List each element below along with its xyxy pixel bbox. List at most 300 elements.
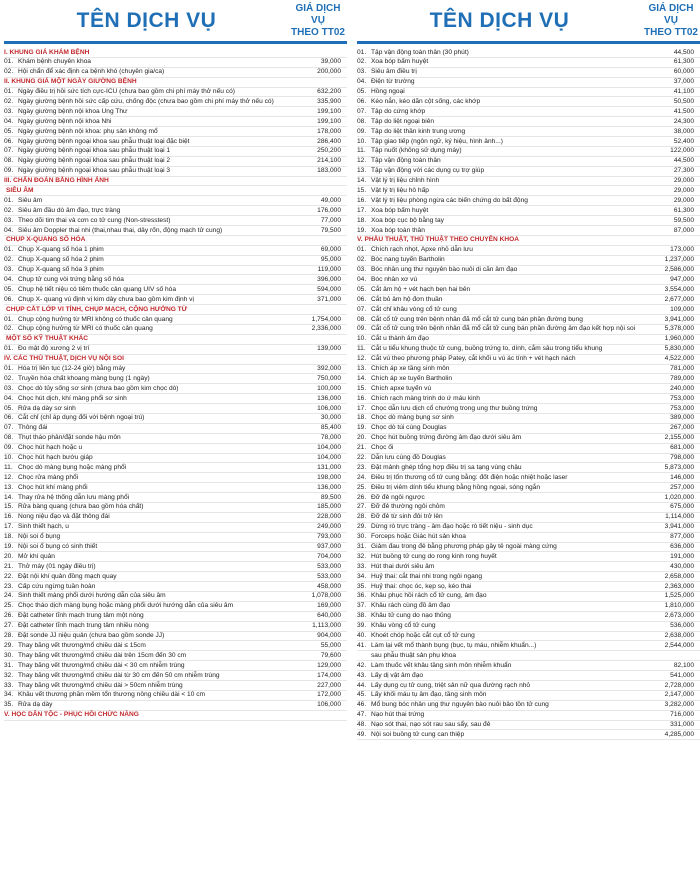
service-price: 27,300	[673, 167, 694, 175]
row-number: 06.	[4, 137, 14, 145]
service-name: Chụp X-quang số hóa 3 phim	[18, 266, 104, 274]
service-price: 536,000	[670, 622, 694, 630]
service-name: Chụp X-quang số hóa 1 phim	[18, 246, 104, 254]
row-number: 27.	[357, 503, 367, 511]
service-price: 104,000	[317, 444, 341, 452]
row-number: 11.	[357, 147, 366, 155]
row-number: 38.	[357, 612, 367, 620]
service-name: Chọc hút dịch, khí màng phổi sơ sinh	[18, 394, 127, 402]
row-number: 02.	[4, 374, 14, 382]
service-name: Khâu phục hồi rách cổ tử cung, âm đạo	[371, 592, 487, 600]
right-service-list	[357, 48, 700, 875]
service-price: 1,078,000	[311, 592, 341, 600]
service-price: 3,941,000	[664, 315, 694, 323]
service-name: Sinh thiết hạch, u	[18, 523, 69, 531]
service-name: Cắt bỏ âm hộ đơn thuần	[371, 295, 443, 303]
service-price: 5,873,000	[664, 463, 694, 471]
service-name: Chọc dò túi cùng Douglas	[371, 424, 447, 432]
service-name: Chụp cộng hưởng từ MRI có thuốc cản quang	[18, 325, 153, 333]
service-name: Mổ bung bóc nhân ung thư nguyên bào nuôi bảo tồn tử cung	[371, 701, 549, 709]
service-name: Cắt cổ tử cung trên bệnh nhân đã mổ cắt tử cung bán phần đường bụng	[371, 315, 583, 323]
row-number: 27.	[4, 622, 14, 630]
row-number: 14.	[4, 493, 14, 501]
row-number: 01.	[357, 48, 367, 56]
service-name: Khâu rách cùng đồ âm đạo	[371, 602, 451, 610]
row-number: 03.	[4, 216, 14, 224]
service-name: Xoa bóp toàn thân	[371, 226, 425, 234]
service-name: CHỤP X-QUANG SỐ HÓA	[6, 236, 86, 244]
service-price: 122,000	[670, 147, 694, 155]
row-number: 34.	[357, 572, 367, 580]
service-price: 371,000	[317, 295, 341, 303]
service-name: Rửa bàng quang (chưa bao gồm hóa chất)	[18, 503, 144, 511]
service-price: 200,000	[317, 68, 341, 76]
service-price: 77,000	[320, 216, 341, 224]
row-number: 12.	[357, 157, 367, 165]
row-number: 44.	[357, 681, 367, 689]
row-number: 21.	[357, 444, 367, 452]
row-number: 24.	[4, 592, 14, 600]
left-header	[4, 0, 347, 44]
service-price: 59,500	[673, 216, 694, 224]
service-price: 2,363,000	[664, 582, 694, 590]
row-number: 16.	[357, 394, 367, 402]
service-name: Chọc dẫn lưu dịch cổ chướng trong ung thư buồng trứng	[371, 404, 538, 412]
row-number: 26.	[4, 612, 14, 620]
service-name: Lấy dị vật âm đạo	[371, 671, 424, 679]
service-price: 753,000	[670, 404, 694, 412]
service-price: 675,000	[670, 503, 694, 511]
service-price: 789,000	[670, 374, 694, 382]
row-number: 43.	[357, 671, 367, 679]
row-number: 16.	[4, 513, 14, 521]
row-number: 21.	[4, 562, 14, 570]
service-name: Nội soi buồng tử cung can thiệp	[371, 730, 465, 738]
service-price: 39,000	[320, 58, 341, 66]
service-name: Sinh thiết màng phổi dưới hướng dẫn của siêu âm	[18, 592, 166, 600]
service-name: Hút buồng tử cung do rong kinh rong huyết	[371, 552, 497, 560]
row-number: 03.	[4, 266, 14, 274]
service-name: Dừng rò trực tràng - âm đạo hoặc rò tiết niệu - sinh dục	[371, 523, 533, 531]
row-number: 25.	[4, 602, 14, 610]
service-name: Nong niệu đạo và đặt thông đái	[18, 513, 110, 521]
service-price: 392,000	[317, 365, 341, 372]
service-name: Siêu âm điều trị	[371, 68, 417, 76]
service-price: 877,000	[670, 533, 694, 541]
row-number: 05.	[4, 127, 14, 135]
service-price: 1,114,000	[665, 513, 694, 521]
row-number: 10.	[357, 335, 367, 343]
row-number: 31.	[4, 661, 14, 669]
row-number: 10.	[357, 137, 367, 145]
service-name: Ngày giường bệnh ngoại khoa sau phẫu thuật loại 3	[18, 167, 171, 175]
service-name: Ngày giường bệnh nội khoa Ung Thư	[18, 107, 128, 115]
service-name: Xoa bóp bấm huyệt	[371, 206, 429, 214]
service-price: 2,728,000	[664, 681, 694, 689]
row-number: 19.	[357, 226, 367, 234]
service-name: Thở máy (01 ngày điều trị)	[18, 562, 96, 570]
service-name: I. KHUNG GIÁ KHÁM BỆNH	[4, 48, 90, 56]
row-number: 34.	[4, 691, 14, 699]
row-number: 02.	[4, 97, 14, 105]
service-price: 286,400	[317, 137, 341, 145]
service-name: Thay băng vết thương/mổ chiều dài ≤ 15cm	[18, 641, 146, 649]
service-name: Huỷ thai: chọc óc, kẹp sọ, kéo thai	[371, 582, 472, 590]
service-price: 106,000	[317, 701, 341, 709]
service-price: 681,000	[670, 444, 694, 452]
service-name: Tập nuốt (không sử dụng máy)	[371, 147, 462, 155]
row-number: 02.	[357, 256, 367, 264]
service-name: Theo dõi tim thai và cơn co tử cung (Non-stresstest)	[18, 216, 171, 224]
service-price: 1,020,000	[664, 493, 694, 501]
service-name: Làm thuốc vết khâu tầng sinh môn nhiễm khuẩn	[371, 661, 512, 669]
service-price: 636,000	[670, 543, 694, 551]
row-number: 28.	[357, 513, 367, 521]
service-name: Đặt mảnh ghép tổng hợp điều trị sa tạng vùng chậu	[371, 463, 522, 471]
service-name: Cắt chỉ (chỉ áp dụng đối với bệnh ngoại trú)	[18, 414, 145, 422]
service-price: 198,000	[317, 473, 341, 481]
service-name: Vật lý trị liệu hô hấp	[371, 186, 429, 194]
service-price: 937,000	[317, 543, 341, 551]
row-number: 29.	[4, 641, 14, 649]
service-price: 541,000	[670, 671, 694, 679]
service-name: Chụp tử cung vòi trứng bằng số hóa	[18, 275, 124, 283]
service-name: Lấy dụng cụ tử cung, triệt sản nữ qua đường rạch nhỏ	[371, 681, 531, 689]
service-name: Đo mật độ xương 2 vị trí	[18, 345, 90, 353]
service-price: 4,285,000	[664, 730, 694, 738]
service-price: 1,237,000	[664, 256, 694, 264]
service-name: Điện từ trường	[371, 78, 415, 86]
service-price: 640,000	[317, 612, 341, 620]
service-price: 61,300	[673, 206, 694, 214]
service-name: Ngày giường bệnh hồi sức cấp cứu, chống độc (chưa bao gồm chi phí máy thở nếu có)	[18, 97, 274, 105]
service-name: Chọc hút khí màng phổi	[18, 483, 88, 491]
service-name: Lấy khối máu tụ âm đạo, tầng sinh môn	[371, 691, 487, 699]
service-price: 109,000	[670, 305, 694, 313]
row-number: 04.	[357, 78, 367, 86]
row-number: 09.	[4, 444, 14, 452]
service-name: Bóc nhân xơ vú	[371, 275, 418, 283]
row-number: 39.	[357, 622, 367, 630]
service-name: Khâu vòng cổ tử cung	[371, 622, 436, 630]
service-price: 793,000	[317, 533, 341, 541]
row-number: 08.	[357, 315, 367, 323]
service-name-heading: TÊN DỊCH VỤ	[76, 8, 217, 32]
service-name: Ngày giường bệnh nội khoa: phụ sản không mổ	[18, 127, 158, 135]
row-number: 30.	[4, 651, 14, 659]
row-number: 05.	[4, 285, 14, 293]
row-number: 06.	[4, 295, 14, 303]
service-name: Chọc hút hạch bướu giáp	[18, 454, 93, 462]
service-price: 82,100	[673, 661, 694, 669]
row-number: 04.	[4, 275, 14, 283]
service-price: 69,000	[320, 246, 341, 254]
service-name: Chích rạch màng trinh do ứ máu kinh	[371, 394, 480, 402]
service-price: 178,000	[317, 127, 341, 135]
service-price: 87,000	[673, 226, 694, 234]
service-name: Đặt catheter tĩnh mạch trung tâm nhiều nòng	[18, 622, 149, 630]
service-name: Đặt nội khí quản đồng mạch quay	[18, 572, 117, 580]
service-name: Thay rửa hệ thống dẫn lưu màng phổi	[18, 493, 130, 501]
row-number: 18.	[4, 533, 14, 541]
service-name: Chọc ối	[371, 444, 394, 452]
row-number: 22.	[4, 572, 14, 580]
service-name: V. HỌC DÂN TỘC - PHỤC HỒI CHỨC NĂNG	[4, 711, 139, 719]
row-number: 07.	[357, 107, 367, 115]
service-price: 38,000	[673, 127, 694, 135]
service-name: Đỡ đẻ từ sinh đôi trở lên	[371, 513, 443, 521]
service-price: 458,000	[317, 582, 341, 590]
service-name: Khoét chóp hoặc cắt cụt cổ tử cung	[371, 632, 475, 640]
row-number: 11.	[4, 463, 13, 471]
service-price: 704,000	[317, 552, 341, 560]
service-name: Xoa bóp bấm huyệt	[371, 58, 429, 66]
row-number: 35.	[357, 582, 367, 590]
row-number: 30.	[357, 533, 367, 541]
service-name: Đỡ đẻ ngôi ngược	[371, 493, 425, 501]
service-name: Khám bệnh chuyên khoa	[18, 58, 91, 66]
service-price: 29,000	[673, 177, 694, 185]
row-number: 05.	[4, 404, 14, 412]
row-number: 03.	[4, 107, 14, 115]
service-name: Chụp cộng hưởng từ MRI không có thuốc cản quang	[18, 315, 173, 323]
service-price: 396,000	[317, 275, 341, 283]
row-number: 22.	[357, 454, 367, 462]
service-price: 191,000	[670, 552, 694, 560]
service-price: 781,000	[670, 365, 694, 372]
service-name: Bóc nang tuyến Bartholin	[371, 256, 445, 264]
service-price: 1,113,000	[312, 622, 341, 630]
service-name: Ngày giường bệnh ngoại khoa sau phẫu thuật loại 2	[18, 157, 171, 165]
service-name: Dẫn lưu cùng đồ Douglas	[371, 454, 446, 462]
service-name: Forceps hoặc Giác hút sản khoa	[371, 533, 466, 541]
row-number: 12.	[4, 473, 14, 481]
price-heading-line2: THEO TT02	[644, 26, 698, 38]
service-name: Thay băng vết thương/mổ chiều dài trên 15cm đến 30 cm	[18, 651, 187, 659]
service-price: 30,000	[320, 414, 341, 422]
service-name: CHỤP CẮT LỚP VI TÍNH, CHỤP MẠCH, CỘNG HƯỞNG TỪ	[6, 305, 188, 313]
service-name: Tập do cứng khớp	[371, 107, 426, 115]
service-name: Chọc dò màng bụng hoặc màng phổi	[18, 463, 127, 471]
service-name: Ngày giường bệnh nội khoa Nhi	[18, 117, 112, 125]
service-name: Nạo sót thai, nạo sót rau sau sẩy, sau đẻ	[371, 721, 491, 729]
service-name: MỘT SỐ KỸ THUẬT KHÁC	[6, 335, 89, 343]
row-number: 26.	[357, 493, 367, 501]
service-price: 533,000	[317, 572, 341, 580]
row-number: 01.	[4, 88, 14, 96]
row-number: 08.	[4, 157, 14, 165]
service-name: Rửa dạ dày	[18, 701, 53, 709]
service-price: 52,400	[673, 137, 694, 145]
service-price: 947,000	[670, 275, 694, 283]
row-number: 01.	[4, 196, 14, 204]
price-heading-line1: GIÁ DỊCH VỤ	[648, 2, 694, 26]
service-price: 41,100	[673, 88, 694, 96]
service-price: 185,000	[317, 503, 341, 511]
service-name: Nạo hút thai trứng	[371, 711, 425, 719]
row-number: 10.	[4, 454, 14, 462]
service-price: 2,336,000	[311, 325, 341, 333]
row-number: 17.	[357, 206, 367, 214]
row-number: 16.	[357, 196, 367, 204]
service-name: Nội soi ổ bụng có sinh thiết	[18, 543, 98, 551]
row-number: 04.	[357, 275, 367, 283]
service-name: Chích áp xe tuyến Bartholin	[371, 374, 453, 382]
row-number: 18.	[357, 216, 367, 224]
service-name: Nội soi ổ bụng	[18, 533, 61, 541]
row-number: 15.	[357, 186, 367, 194]
service-name: Huỷ thai: cắt thai nhi trong ngôi ngang	[371, 572, 483, 580]
service-price: 750,000	[317, 374, 341, 382]
service-name: Ngày điều trị hồi sức tích cực-ICU (chưa bao gồm chi phí máy thở nếu có)	[18, 88, 235, 96]
row-number: 04.	[4, 117, 14, 125]
row-number: 06.	[4, 414, 14, 422]
right-column	[357, 0, 700, 875]
service-name: Điều trị viêm dính tiểu khung bằng hồng ngoại, sóng ngắn	[371, 483, 540, 491]
service-price: 79,600	[320, 651, 341, 659]
service-name: Cắt chỉ khâu vòng cổ tử cung	[371, 305, 457, 313]
service-name: Siêu âm	[18, 196, 43, 204]
row-number: 01.	[4, 315, 14, 323]
price-heading-line1: GIÁ DỊCH VỤ	[295, 2, 341, 26]
row-number: 07.	[357, 305, 367, 313]
service-price: 2,673,000	[664, 612, 694, 620]
service-name: Chụp hệ tiết niệu có tiêm thuốc cản quang UIV số hóa	[18, 285, 176, 293]
service-price: 2,638,000	[664, 632, 694, 640]
service-price: 49,000	[320, 196, 341, 204]
service-price: 250,200	[317, 147, 341, 155]
service-name: Chích áp xe tầng sinh môn	[371, 365, 450, 372]
service-price: 240,000	[670, 384, 694, 392]
price-heading	[642, 0, 700, 41]
service-price: 199,100	[317, 117, 341, 125]
row-number: 02.	[4, 325, 14, 333]
service-price: 753,000	[670, 394, 694, 402]
left-service-list	[4, 48, 347, 875]
service-price: 1,754,000	[311, 315, 341, 323]
service-price: 3,282,000	[664, 701, 694, 709]
service-name: Chọc dò màng bụng sơ sinh	[371, 414, 454, 422]
service-price: 594,000	[317, 285, 341, 293]
service-price: 798,000	[670, 454, 694, 462]
row-number: 45.	[357, 691, 367, 699]
service-name: SIÊU ÂM	[6, 186, 34, 194]
row-number: 13.	[4, 483, 14, 491]
price-heading-line2: THEO TT02	[291, 26, 345, 38]
row-number: 48.	[357, 721, 367, 729]
row-number: 06.	[357, 295, 367, 303]
service-price: 106,000	[317, 404, 341, 412]
service-name: Khâu tử cung do nạo thủng	[371, 612, 451, 620]
row-number: 25.	[357, 483, 367, 491]
left-column	[4, 0, 347, 875]
row-number: 23.	[357, 463, 367, 471]
service-price: 267,000	[670, 424, 694, 432]
right-header	[357, 0, 700, 44]
service-name: Điều trị tổn thương cổ tử cung bằng: đốt điện hoặc nhiệt hoặc laser	[371, 473, 568, 481]
service-price: 89,500	[320, 493, 341, 501]
service-price: 3,554,000	[664, 285, 694, 293]
service-price: 55,000	[320, 641, 341, 649]
service-price: 331,000	[670, 721, 694, 729]
service-price: 632,200	[317, 88, 341, 96]
service-name: Cắt vú theo phương pháp Patey, cắt khối u vú ác tính + vét hạch nách	[371, 355, 576, 363]
service-price: 104,000	[317, 454, 341, 462]
service-name: Tập vận động toàn thân (30 phút)	[371, 48, 469, 56]
row-number: 33.	[4, 681, 14, 689]
row-number: 11.	[357, 345, 366, 353]
row-number: 19.	[357, 424, 367, 432]
service-name: Xoa bóp cục bộ bằng tay	[371, 216, 444, 224]
service-price: 2,658,000	[664, 572, 694, 580]
row-number: 14.	[357, 374, 367, 382]
row-number: 06.	[357, 97, 367, 105]
service-price: 173,000	[670, 246, 694, 254]
row-number: 14.	[357, 177, 367, 185]
price-heading	[289, 0, 347, 41]
row-number: 15.	[4, 503, 14, 511]
row-number: 17.	[357, 404, 367, 412]
service-name: Vật lý trị liệu chỉnh hình	[371, 177, 440, 185]
service-name: II. KHUNG GIÁ MỘT NGÀY GIƯỜNG BỆNH	[4, 78, 137, 86]
service-name: Thay băng vết thương/mổ chiều dài > 50cm nhiễm trùng	[18, 681, 183, 689]
service-name: Hóa trị liên tục (12-24 giờ) bằng máy	[18, 365, 126, 372]
row-number: 46.	[357, 701, 367, 709]
service-price: 44,500	[673, 157, 694, 165]
service-name: Ngày giường bệnh ngoại khoa sau phẫu thuật loại 1	[18, 147, 171, 155]
row-number: 40.	[357, 632, 367, 640]
service-name: Chụp X-quang số hóa 2 phim	[18, 256, 104, 264]
service-name: Tập do liệt thần kinh trung ương	[371, 127, 466, 135]
service-price: 389,000	[670, 414, 694, 422]
service-price: 139,000	[317, 345, 341, 353]
row-number: 13.	[357, 167, 367, 175]
service-name: Hồng ngoại	[371, 88, 405, 96]
service-name: Cắt âm hộ + vét hạch bẹn hai bên	[371, 285, 471, 293]
service-price: 131,000	[317, 463, 341, 471]
row-number: 07.	[4, 147, 14, 155]
service-name: Đặt sonde JJ niệu quản (chưa bao gồm sonde JJ)	[18, 632, 165, 640]
row-number: 28.	[4, 632, 14, 640]
service-price: 100,000	[317, 384, 341, 392]
service-price: 2,147,000	[664, 691, 694, 699]
row-number: 05.	[357, 88, 367, 96]
service-name: Chích rạch nhọt, Apxe nhỏ dẫn lưu	[371, 246, 473, 254]
service-name: Đỡ đẻ thường ngôi chỏm	[371, 503, 445, 511]
service-name: Thụt tháo phân/đặt sonde hậu môn	[18, 434, 121, 442]
service-price: 61,300	[673, 58, 694, 66]
service-price: 904,000	[317, 632, 341, 640]
service-name: Cắt u thành âm đạo	[371, 335, 429, 343]
service-price: 85,400	[320, 424, 341, 432]
service-name: Vật lý trị liệu phòng ngừa các biến chứng do bất động	[371, 196, 528, 204]
service-price: 50,500	[673, 97, 694, 105]
service-price: 174,000	[317, 671, 341, 679]
service-price: 214,100	[317, 157, 341, 165]
row-number: 20.	[4, 552, 14, 560]
row-number: 19.	[4, 543, 14, 551]
row-number: 01.	[4, 345, 14, 353]
service-price: 29,000	[673, 196, 694, 204]
row-number: 08.	[357, 117, 367, 125]
row-number: 32.	[4, 671, 14, 679]
service-name: Tập vận động với các dụng cụ trợ giúp	[371, 167, 485, 175]
row-number: 07.	[4, 424, 14, 432]
service-price: 228,000	[317, 513, 341, 521]
service-name: Bóc nhân ung thư nguyên bào nuôi di căn âm đạo	[371, 266, 518, 274]
row-number: 18.	[357, 414, 367, 422]
row-number: 20.	[357, 434, 367, 442]
